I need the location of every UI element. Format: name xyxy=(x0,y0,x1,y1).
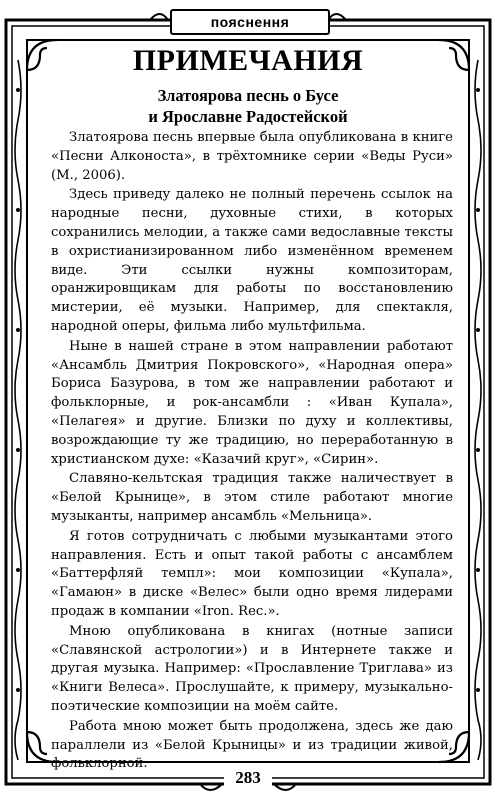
page-title: ПРИМЕЧАНИЯ xyxy=(132,44,364,77)
paragraph: Здесь приведу далеко не полный перечень ссылок на народные песни, духовные стихи, в которых сохранились мелодии, а также сами ведославные тексты в охристианизированном либо изменённом временем виде. Эти ссылки нужны композиторам, оранжировщикам для работы по восстановлению мистерии, её музыки. Например, для спектакля, народной оперы, фильма либо мультфильма. xyxy=(51,187,453,334)
paragraph: Златоярова песнь впервые была опубликована в книге «Песни Алконоста», в трёхтомнике серии «Веды Руси» (М., 2006). xyxy=(51,130,453,183)
article-subtitle xyxy=(60,85,436,127)
notes-body xyxy=(51,129,453,774)
section-header-tab xyxy=(170,9,330,35)
paragraph: Славяно-кельтская традиция также наличествует в «Белой Крынице», в этом стиле работают многие музыканты, например ансамбль «Мельница». xyxy=(51,471,453,524)
paragraph: Ныне в нашей стране в этом направлении работают «Ансамбль Дмитрия Покровского», «Народная опера» Бориса Базурова, в том же направлении работают и фольклорные, и рок-ансамбли : «Иван Купала», «Пелагея» и другие. Близки по духу и коллективы, возрождающие ту же традицию, но переработанную в христианском духе: «Казачий круг», «Сирин». xyxy=(51,338,453,467)
paragraph: Я готов сотрудничать с любыми музыкантами этого направления. Есть и опыт такой работы с ансамблем «Баттерфляй темпл»: мои композиции «Купала», «Гамаюн» в диске «Велес» были одно время лидерами продаж в компании «Iron. Rec.». xyxy=(51,528,453,619)
paragraph: Работа мною может быть продолжена, здесь же даю параллели из «Белой Крыницы» и из традиции живой, фольклорной. xyxy=(51,718,453,772)
page-number: 283 xyxy=(224,767,272,789)
paragraph: Мною опубликована в книгах (нотные записи «Славянской астрологии») и в Интернете также и другая музыка. Например: «Прославление Триглава» из «Книги Велеса». Прослушайте, к примеру, музыкально-поэтические композиции на моём сайте. xyxy=(51,623,453,714)
subtitle-line-2: и Ярославне Радостейской xyxy=(148,107,348,126)
section-header-label: пояснення xyxy=(210,14,290,30)
subtitle-line-1: Златоярова песнь о Бусе xyxy=(157,86,339,105)
